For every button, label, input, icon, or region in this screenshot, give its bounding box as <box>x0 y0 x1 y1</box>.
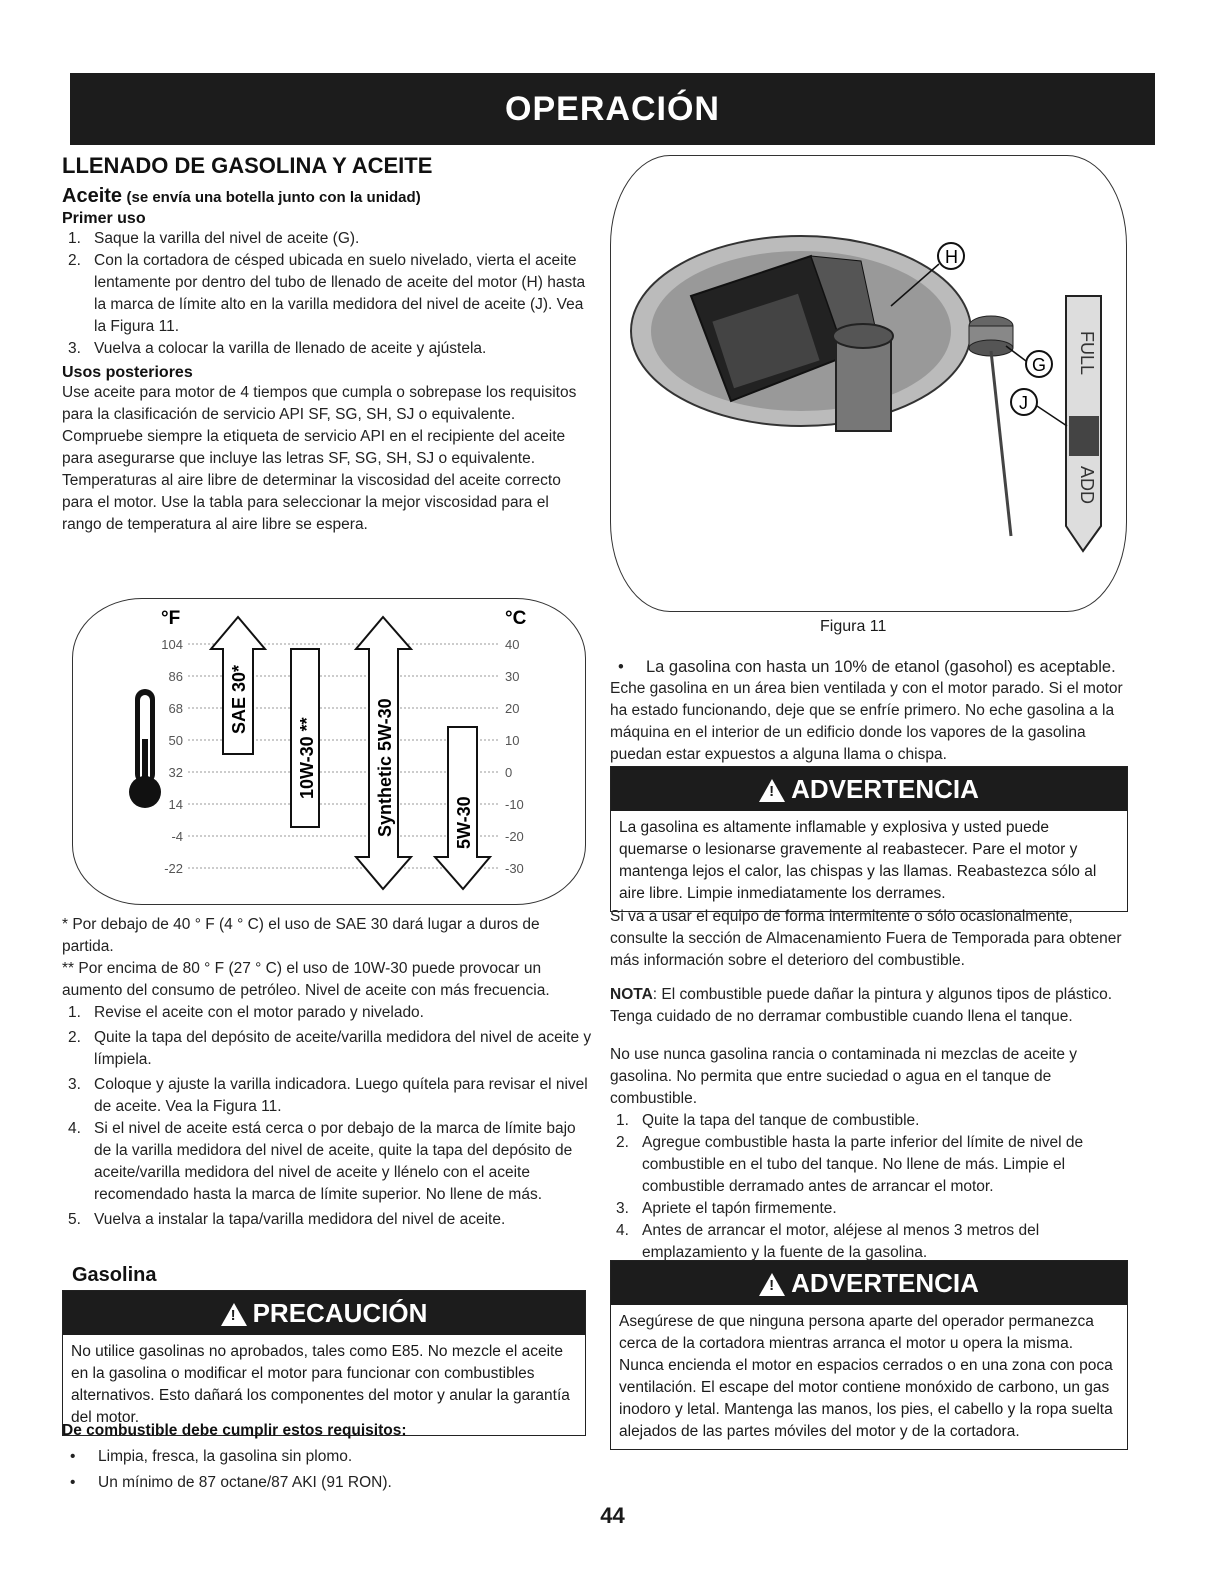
page-header-title: OPERACIÓN <box>505 89 720 128</box>
list-item: 2. Agregue combustible hasta la parte inferior del límite de nivel de combustible en el tubo del tanque. No llene de más. Limpie el combustible derramado antes de arrancar el motor. <box>616 1134 1084 1195</box>
caution-header <box>63 1291 585 1335</box>
warning-2-text: Asegúrese de que ninguna persona aparte del operador permanezca cerca de la cortadora mientras arranca el motor u opera la misma. Nunca encienda el motor en espacios cerrados o en una zona con poca ventilación. El escape del motor contiene monóxido de carbono, un gas inodoro y letal. Mantenga las manos, los pies, el cabello y la ropa suelta alejados de las partes móviles del motor y de la cortadora. <box>619 1313 1113 1440</box>
left-column <box>62 153 592 536</box>
viscosity-chart-frame <box>72 598 586 905</box>
gas-paragraph-1: Eche gasolina en un área bien ventilada y con el motor parado. Si el motor ha estado funcionando, deje que se enfríe primero. No eche gasolina a la máquina en el interior de un edificio donde los vapores de la gasolina puedan estar expuestos a alguna llama o chispa. <box>610 680 1123 763</box>
list-item: 4. Si el nivel de aceite está cerca o por debajo de la marca de límite bajo de la varilla medidora del nivel de aceite, quite la tapa del depósito de aceite/varilla medidora del nivel de aceite y llénelo con el aceite recomendado hasta la marca de límite superior. No llene de más. <box>68 1120 576 1203</box>
oil-fill-illustration <box>611 156 1126 611</box>
f-tick-label: 50 <box>168 733 183 748</box>
warning-2-header <box>611 1261 1127 1305</box>
10w30-bar <box>291 649 319 827</box>
later-use-heading: Usos posteriores <box>62 364 193 381</box>
f-tick-labels <box>161 637 183 876</box>
c-tick-label: 30 <box>505 669 520 684</box>
left-lower-column <box>62 914 592 1231</box>
oil-heading: Aceite <box>62 185 123 207</box>
caution-title: PRECAUCIÓN <box>252 1297 428 1328</box>
list-item: 2. Con la cortadora de césped ubicada en suelo nivelado, vierta el aceite lentamente por dentro del tubo de llenado de aceite del motor (H) hasta la marca de límite alto en la varilla medidora del nivel de aceite (J). Vea la Figura 11. <box>68 252 586 335</box>
f-tick-label: -4 <box>171 829 183 844</box>
list-item: 2. Quite la tapa del depósito de aceite/varilla medidora del nivel de aceite y límpiela. <box>68 1029 592 1068</box>
caution-text: No utilice gasolinas no aprobados, tales como E85. No mezcle el aceite en la gasolina o modificar el motor para funcionar con combustibles alternativos. Esto dañará los componentes del motor y anular la garantía del motor. <box>71 1343 570 1426</box>
figure-11-frame <box>610 155 1127 612</box>
c-tick-label: 20 <box>505 701 520 716</box>
list-item: 1. Revise el aceite con el motor parado y nivelado. <box>68 1004 424 1021</box>
callout-g: G <box>1032 355 1047 375</box>
ethanol-bullet: • La gasolina con hasta un 10% de etanol (gasohol) es aceptable. <box>618 658 1116 676</box>
list-item: 1. Quite la tapa del tanque de combustible. <box>616 1112 920 1129</box>
synthetic-5w30-label: Synthetic 5W-30 <box>375 698 395 837</box>
section-title: LLENADO DE GASOLINA Y ACEITE <box>62 153 433 178</box>
warning-triangle-icon <box>759 779 785 802</box>
oil-heading-note: (se envía una botella junto con la unidad) <box>126 189 421 206</box>
c-tick-label: 40 <box>505 637 520 652</box>
figure-caption: Figura 11 <box>820 618 887 635</box>
page-header-banner <box>70 73 1155 145</box>
warning-triangle-icon <box>221 1303 247 1326</box>
warning-1-header <box>611 767 1127 811</box>
dipstick-blade-icon <box>1066 296 1101 551</box>
footnote-2: ** Por encima de 80 ° F (27 ° C) el uso de 10W-30 puede provocar un aumento del consumo de petróleo. Nivel de aceite con más frecuencia. <box>62 960 550 999</box>
c-tick-label: -20 <box>505 829 524 844</box>
note-label: NOTA <box>610 986 653 1003</box>
f-tick-label: 86 <box>168 669 183 684</box>
check-oil-list <box>62 1002 592 1231</box>
first-use-list <box>62 228 592 360</box>
right-upper-text <box>610 656 1132 766</box>
note-text: : El combustible puede dañar la pintura y algunos tipos de plástico. Tenga cuidado de no derramar combustible cuando llena el tanque. <box>610 986 1113 1025</box>
f-unit-label: °F <box>161 608 181 629</box>
fill-steps-list <box>610 1110 1132 1264</box>
sae30-label: SAE 30* <box>229 664 249 734</box>
warning-box-2 <box>610 1260 1128 1450</box>
callout-h: H <box>945 247 958 267</box>
gasoline-heading: Gasolina <box>72 1264 157 1286</box>
list-item: 3. Coloque y ajuste la varilla indicadora. Luego quítela para revisar el nivel de aceite. Vea la Figura 11. <box>68 1076 588 1115</box>
later-use-p2: Compruebe siempre la etiqueta de servicio API en el recipiente del aceite para asegurarse que incluye las letras SF, SG, SH, SJ o equivalente. <box>62 428 566 467</box>
dipstick-add-label: ADD <box>1077 466 1097 505</box>
c-tick-label: -10 <box>505 797 524 812</box>
gas-paragraph-2: Si va a usar el equipo de forma intermitente o sólo ocasionalmente, consulte la sección de Almacenamiento Fuera de Temporada para obtener más información sobre el deterioro del combustible. <box>610 908 1122 969</box>
caution-box <box>62 1290 586 1436</box>
warning-triangle-icon <box>759 1273 785 1296</box>
dipstick-full-label: FULL <box>1077 331 1097 376</box>
5w30-bar <box>435 727 490 889</box>
oil-heading-row <box>62 185 592 208</box>
c-tick-label: -30 <box>505 861 524 876</box>
warning-1-title: ADVERTENCIA <box>791 773 979 804</box>
5w30-label: 5W-30 <box>454 796 474 849</box>
viscosity-chart <box>73 599 585 904</box>
sae30-bar <box>211 617 265 754</box>
first-use-heading: Primer uso <box>62 210 146 227</box>
list-item: 3. Apriete el tapón firmemente. <box>616 1200 837 1217</box>
fuel-requirements <box>62 1420 592 1494</box>
f-tick-label: 32 <box>168 765 183 780</box>
f-tick-label: 68 <box>168 701 183 716</box>
f-tick-label: 14 <box>168 797 183 812</box>
list-item: • Limpia, fresca, la gasolina sin plomo. <box>70 1448 353 1465</box>
c-tick-labels <box>505 637 524 876</box>
footnote-1: * Por debajo de 40 ° F (4 ° C) el uso de SAE 30 dará lugar a duros de partida. <box>62 916 540 955</box>
fuel-req-heading: De combustible debe cumplir estos requisitos: <box>62 1422 407 1439</box>
f-tick-label: 104 <box>161 637 183 652</box>
f-tick-label: -22 <box>164 861 183 876</box>
callout-j: J <box>1019 393 1028 413</box>
page-number: 44 <box>600 1503 625 1528</box>
c-tick-label: 10 <box>505 733 520 748</box>
dipstick-cap-icon <box>969 316 1013 536</box>
right-middle-text <box>610 906 1132 1264</box>
thermometer-icon <box>129 689 161 808</box>
note-paragraph <box>610 984 1132 1028</box>
gas-paragraph-3: No use nunca gasolina rancia o contaminada ni mezclas de aceite y gasolina. No permita que entre suciedad o agua en el tanque de combustible. <box>610 1046 1077 1107</box>
warning-box-1 <box>610 766 1128 912</box>
list-item: 5. Vuelva a instalar la tapa/varilla medidora del nivel de aceite. <box>68 1211 506 1228</box>
c-unit-label: °C <box>505 608 527 629</box>
10w30-label: 10W-30 ** <box>297 717 317 799</box>
later-use-p1: Use aceite para motor de 4 tiempos que cumpla o sobrepase los requisitos para la clasificación de servicio API SF, SG, SH, SJ o equivalente. <box>62 384 577 423</box>
list-item: 4. Antes de arrancar el motor, aléjese al menos 3 metros del emplazamiento y la fuente de la gasolina. <box>616 1222 1040 1261</box>
warning-1-text: La gasolina es altamente inflamable y explosiva y usted puede quemarse o lesionarse gravemente al reabastecer. Pare el motor y mantenga lejos el calor, las chispas y las llamas. Reabastezca sólo al aire libre. Limpie inmediatamente los derrames. <box>619 819 1097 902</box>
list-item: 3. Vuelva a colocar la varilla de llenado de aceite y ajústela. <box>68 340 487 357</box>
later-use-p3: Temperaturas al aire libre de determinar la viscosidad del aceite correcto para el motor. Use la tabla para seleccionar la mejor viscosidad para el rango de temperatura al aire libre se espera. <box>62 472 561 533</box>
list-item: 1. Saque la varilla del nivel de aceite (G). <box>68 230 360 247</box>
list-item: • Un mínimo de 87 octane/87 AKI (91 RON). <box>70 1474 392 1491</box>
warning-2-title: ADVERTENCIA <box>791 1267 979 1298</box>
c-tick-label: 0 <box>505 765 513 780</box>
synthetic-5w30-bar <box>356 617 411 889</box>
